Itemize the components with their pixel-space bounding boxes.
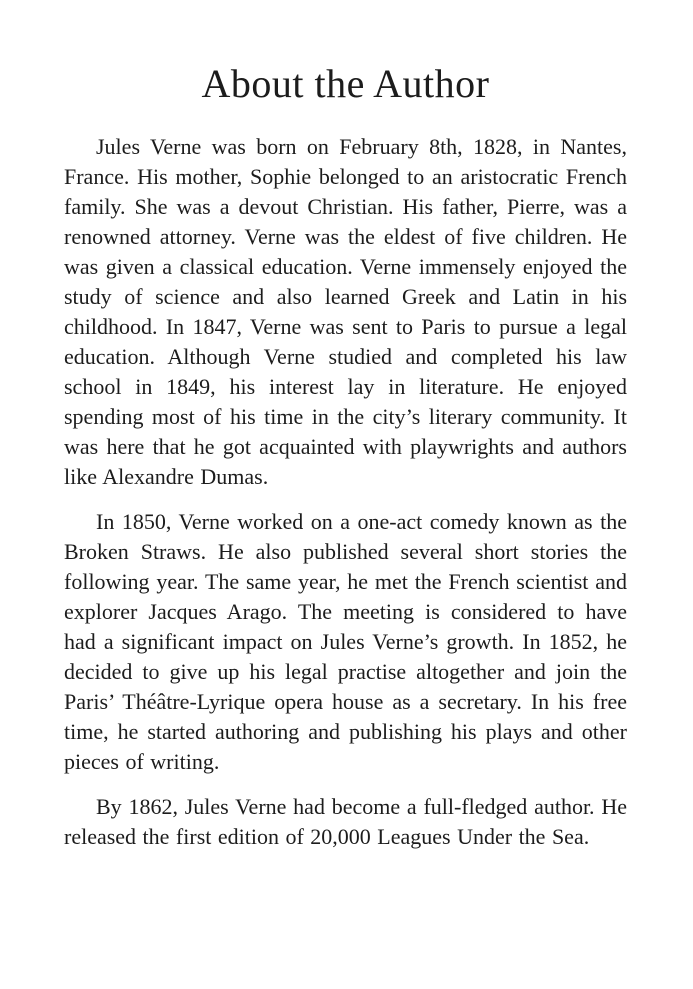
paragraph-birth-and-education: Jules Verne was born on February 8th, 1828, in Nantes, France. His mother, Sophie belonged to an aristocratic French family. She was a devout Christian. His father, Pierre, was a renowned attorney. Verne was the eldest of five children. He was given a classical education. Verne immensely enjoyed the study of science and also learned Greek and Latin in his childhood. In 1847, Verne was sent to Paris to pursue a legal education. Although Verne studied and completed his law school in 1849, his interest lay in literature. He enjoyed spending most of his time in the city’s literary community. It was here that he got acquainted with playwrights and authors like Alexandre Dumas. <box>64 134 627 489</box>
page-title: About the Author <box>201 61 490 106</box>
paragraph-early-career: In 1850, Verne worked on a one-act comedy known as the Broken Straws. He also published several short stories the following year. The same year, he met the French scientist and explorer Jacques Arago. The meeting is considered to have had a significant impact on Jules Verne’s growth. In 1852, he decided to give up his legal practise altogether and join the Paris’ Théâtre-Lyrique opera house as a secretary. In his free time, he started authoring and publishing his plays and other pieces of writing. <box>64 509 627 774</box>
paragraph-author-success: By 1862, Jules Verne had become a full-fledged author. He released the first edition of 20,000 Leagues Under the Sea. <box>64 794 627 849</box>
